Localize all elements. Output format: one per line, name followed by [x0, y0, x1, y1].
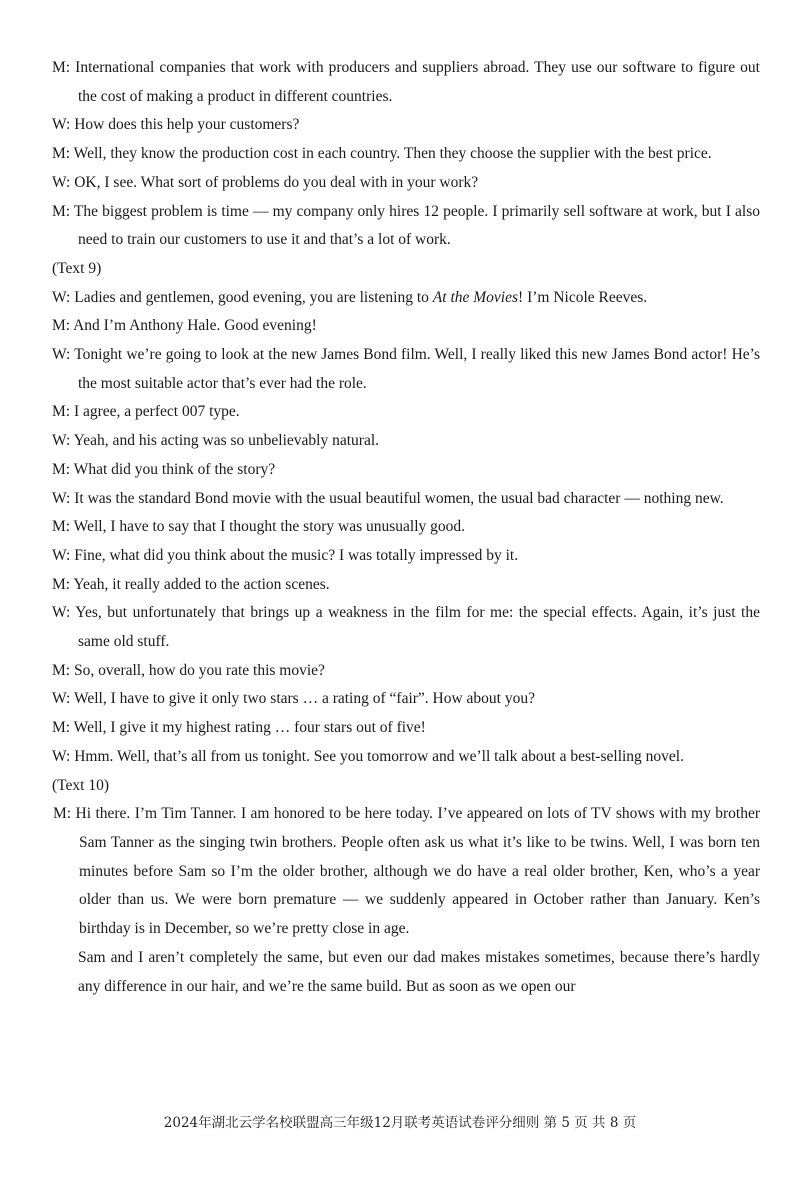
- dialogue-line: W: How does this help your customers?: [52, 116, 300, 134]
- dialogue-line: M: Well, they know the production cost in each country. Then they choose the supplier with the best price.: [52, 145, 712, 163]
- dialogue-line: M: So, overall, how do you rate this movie?: [52, 661, 325, 679]
- dialogue-text: ! I’m Nicole Reeves.: [518, 288, 648, 306]
- dialogue-line: M: And I’m Anthony Hale. Good evening!: [52, 317, 317, 335]
- dialogue-line: M: International companies that work with producers and suppliers abroad. They use our software to figure out the cost of making a product in different countries.: [52, 59, 760, 105]
- dialogue-continuation: Sam and I aren’t completely the same, but even our dad makes mistakes sometimes, because there’s hardly any difference in our hair, and we’re the same build. But as soon as we open our: [78, 948, 760, 995]
- dialogue-line: W: Well, I have to give it only two stars … a rating of “fair”. How about you?: [52, 690, 535, 708]
- dialogue-line: W: Fine, what did you think about the music? I was totally impressed by it.: [52, 546, 519, 564]
- dialogue-line: W: Yes, but unfortunately that brings up a weakness in the film for me: the special effects. Again, it’s just the same old stuff.: [52, 604, 760, 651]
- dialogue-line: W: It was the standard Bond movie with the usual beautiful women, the usual bad character — nothing new.: [52, 489, 724, 507]
- program-title: At the Movies: [432, 288, 519, 306]
- dialogue-line: W: Tonight we’re going to look at the new James Bond film. Well, I really liked this new James Bond actor! He’s the most suitable actor that’s ever had the role.: [52, 346, 760, 392]
- section-heading: (Text 9): [52, 259, 102, 277]
- dialogue-line: M: Yeah, it really added to the action scenes.: [52, 575, 330, 593]
- dialogue-line: [52, 284, 760, 313]
- transcript-body: [52, 54, 760, 1001]
- dialogue-text: W: Ladies and gentlemen, good evening, you are listening to: [52, 288, 433, 306]
- dialogue-line: M: Well, I give it my highest rating … four stars out of five!: [52, 719, 426, 737]
- dialogue-line: W: Yeah, and his acting was so unbelievably natural.: [52, 432, 380, 450]
- dialogue-line: M: The biggest problem is time — my company only hires 12 people. I primarily sell software at work, but I also need to train our customers to use it and that’s a lot of work.: [52, 202, 760, 249]
- page-footer: 2024年湖北云学名校联盟高三年级12月联考英语试卷评分细则 第 5 页 共 8 页: [163, 1115, 637, 1131]
- section-heading: (Text 10): [52, 776, 110, 794]
- dialogue-line: M: Hi there. I’m Tim Tanner. I am honored to be here today. I’ve appeared on lots of TV shows with my brother Sam Tanner as the singing twin brothers. People often ask us what it’s like to be twins. Well, I was born ten minutes before Sam so I’m the older brother, although we do have a real older brother, Ken, who’s a year older than us. We were born premature — we suddenly appeared in October rather than January. Ken’s birthday is in December, so we’re pretty close in age.: [53, 805, 760, 938]
- dialogue-line: W: Hmm. Well, that’s all from us tonight. See you tomorrow and we’ll talk about a best-selling novel.: [52, 747, 684, 765]
- dialogue-line: M: I agree, a perfect 007 type.: [52, 403, 240, 421]
- dialogue-line: M: Well, I have to say that I thought the story was unusually good.: [52, 518, 466, 536]
- dialogue-line: W: OK, I see. What sort of problems do you deal with in your work?: [52, 173, 479, 191]
- dialogue-line: M: What did you think of the story?: [52, 460, 276, 478]
